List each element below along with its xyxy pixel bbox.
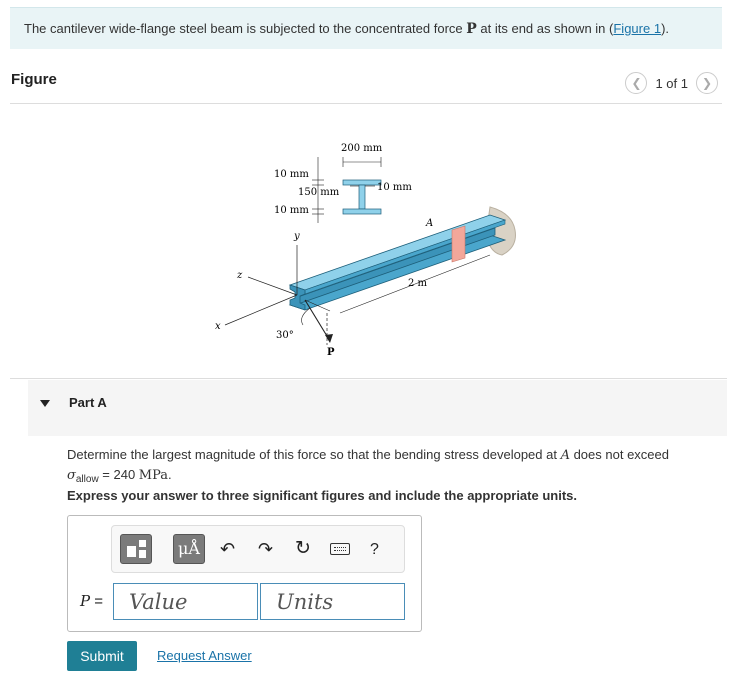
angle-arc bbox=[302, 308, 310, 325]
units-input[interactable] bbox=[260, 583, 405, 620]
force-arrow-head bbox=[325, 334, 333, 343]
beam-top-flange bbox=[290, 215, 505, 290]
sigma-subscript: allow bbox=[75, 474, 99, 485]
bottom-flange-label: 10 mm bbox=[274, 205, 309, 216]
keyboard-keys bbox=[334, 547, 346, 551]
axis-x-label: x bbox=[215, 321, 221, 332]
question-after: does not exceed bbox=[569, 447, 669, 462]
help-button[interactable]: ? bbox=[370, 541, 379, 558]
answer-variable: P bbox=[80, 592, 91, 610]
template-subscript-icon bbox=[139, 550, 146, 558]
math-toolbar bbox=[111, 525, 405, 573]
section-top-flange bbox=[343, 180, 381, 185]
part-divider bbox=[10, 378, 727, 379]
templates-button[interactable] bbox=[120, 534, 152, 564]
chevron-right-icon: ❯ bbox=[701, 76, 713, 90]
stress-period: . bbox=[168, 467, 172, 482]
axis-x-line bbox=[225, 295, 297, 325]
angle-label: 30° bbox=[276, 330, 294, 341]
problem-statement bbox=[10, 7, 722, 49]
request-answer-link[interactable]: Request Answer bbox=[157, 648, 252, 663]
chevron-left-icon: ❮ bbox=[631, 76, 642, 90]
template-superscript-icon bbox=[139, 540, 146, 547]
figure-link[interactable]: Figure 1 bbox=[613, 21, 662, 36]
redo-icon[interactable]: ↷ bbox=[258, 539, 274, 559]
beam-top-side bbox=[305, 220, 505, 294]
part-a-title: Part A bbox=[69, 395, 107, 410]
point-a-label: A bbox=[426, 218, 434, 229]
stress-unit: MPa bbox=[138, 468, 169, 483]
section-bottom-flange bbox=[343, 209, 381, 214]
part-a-header[interactable] bbox=[28, 380, 727, 436]
force-symbol: P bbox=[466, 21, 477, 37]
length-label: 2 m bbox=[408, 278, 428, 289]
submit-button[interactable]: Submit bbox=[67, 641, 137, 671]
sigma-symbol: σ bbox=[67, 468, 76, 483]
axis-z-label: z bbox=[237, 270, 243, 281]
section-a-highlight bbox=[452, 226, 465, 262]
beam-bottom-flange bbox=[290, 235, 505, 310]
page-indicator: 1 of 1 bbox=[655, 75, 688, 91]
problem-text-close: ). bbox=[661, 21, 670, 36]
answer-instruction: Express your answer to three significant figures and include the appropriate units. bbox=[67, 488, 577, 503]
units-button[interactable]: μÅ bbox=[173, 534, 205, 564]
top-flange-label: 10 mm bbox=[274, 169, 309, 180]
stress-equals: = 240 bbox=[98, 467, 139, 482]
value-input[interactable] bbox=[113, 583, 258, 620]
section-web bbox=[359, 185, 365, 209]
undo-icon[interactable]: ↶ bbox=[220, 539, 236, 559]
answer-box bbox=[67, 515, 422, 632]
flange-width-label: 200 mm bbox=[341, 143, 383, 154]
web-thickness-label: 10 mm bbox=[377, 182, 412, 193]
beam-figure bbox=[190, 135, 530, 365]
problem-text-after: at its end as shown in ( bbox=[476, 21, 614, 36]
figure-title: Figure bbox=[11, 71, 57, 88]
force-label: P bbox=[327, 347, 335, 358]
web-height-label: 150 mm bbox=[298, 187, 340, 198]
answer-equals: = bbox=[90, 593, 104, 610]
reset-icon[interactable]: ↻ bbox=[295, 538, 311, 559]
template-square-icon bbox=[127, 546, 136, 557]
next-figure-button[interactable] bbox=[696, 72, 718, 94]
question-text bbox=[67, 445, 707, 486]
axis-y-label: y bbox=[294, 231, 300, 242]
keyboard-icon[interactable] bbox=[330, 543, 350, 555]
caret-down-icon bbox=[40, 400, 50, 407]
point-a-symbol: A bbox=[560, 448, 570, 463]
prev-figure-button[interactable] bbox=[625, 72, 647, 94]
answer-variable-label bbox=[80, 592, 103, 610]
figure-pager bbox=[625, 72, 718, 94]
question-before: Determine the largest magnitude of this force so that the bending stress developed at bbox=[67, 447, 561, 462]
problem-text-before: The cantilever wide-flange steel beam is subjected to the concentrated force bbox=[24, 21, 467, 36]
figure-divider bbox=[10, 103, 722, 104]
